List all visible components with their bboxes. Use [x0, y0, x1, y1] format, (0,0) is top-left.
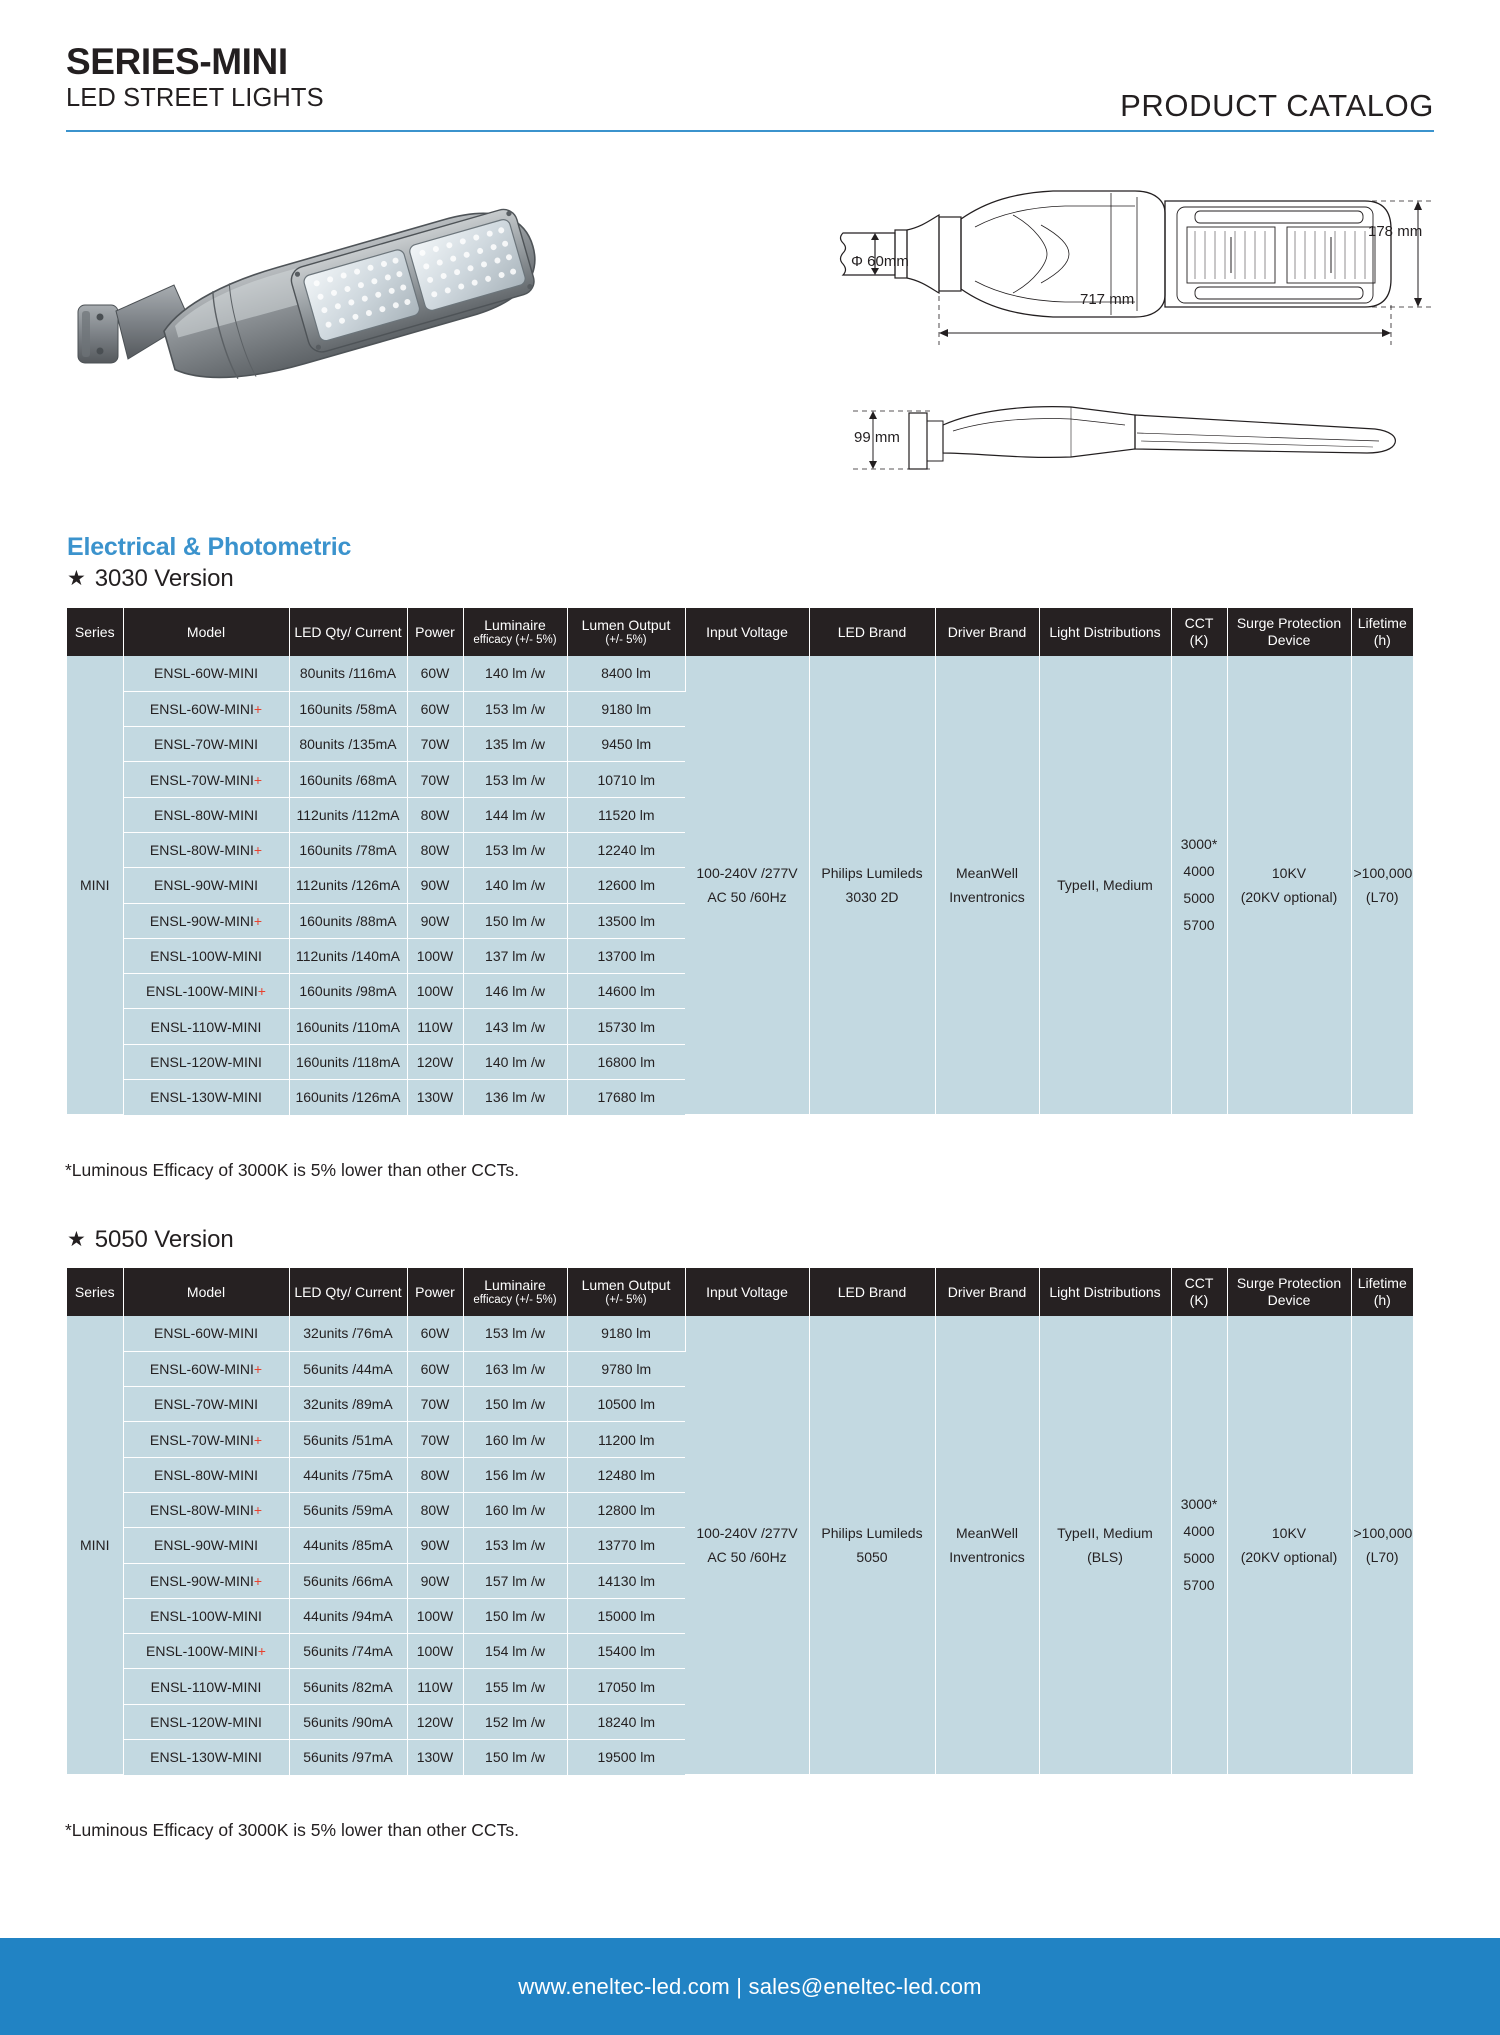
cell-led-qty-current: 112units /126mA — [289, 868, 407, 903]
cell-surge-protection: 10KV (20KV optional) — [1227, 1316, 1351, 1775]
cell-luminaire-efficacy: 150 lm /w — [463, 1598, 567, 1633]
cell-led-qty-current: 32units /89mA — [289, 1387, 407, 1422]
cell-led-qty-current: 56units /66mA — [289, 1563, 407, 1598]
cell-driver-brand: MeanWell Inventronics — [935, 656, 1039, 1115]
cell-lumen-output: 17680 lm — [567, 1080, 685, 1115]
footer-contact-text: www.eneltec-led.com | sales@eneltec-led.com — [518, 1973, 982, 1999]
cell-lumen-output: 14600 lm — [567, 974, 685, 1009]
cell-model: ENSL-100W-MINI — [123, 938, 289, 973]
cell-lumen-output: 14130 lm — [567, 1563, 685, 1598]
col-header-lumen-output-line1: Lumen Output — [581, 1276, 671, 1293]
cell-power: 60W — [407, 1351, 463, 1386]
cell-input-voltage: 100-240V /277V AC 50 /60Hz — [685, 656, 809, 1115]
cell-power: 70W — [407, 727, 463, 762]
col-header-lifetime-line2: (h) — [1373, 1292, 1391, 1308]
footnote-5050: *Luminous Efficacy of 3000K is 5% lower than other CCTs. — [65, 1820, 519, 1840]
cell-luminaire-efficacy: 153 lm /w — [463, 691, 567, 726]
cell-model: ENSL-70W-MINI+ — [123, 762, 289, 797]
cell-cct: 3000* 4000 5000 5700 — [1171, 1316, 1227, 1775]
cell-model: ENSL-110W-MINI — [123, 1009, 289, 1044]
cell-model: ENSL-80W-MINI+ — [123, 832, 289, 867]
section-heading-electrical-photometric: Electrical & Photometric — [67, 533, 352, 561]
col-header-luminaire-efficacy — [463, 1268, 567, 1316]
cell-luminaire-efficacy: 136 lm /w — [463, 1080, 567, 1115]
col-header-lumen-output-line2: (+/- 5%) — [605, 633, 647, 646]
col-header-led-qty-current: LED Qty/ Current — [289, 608, 407, 656]
cell-led-qty-current: 56units /44mA — [289, 1351, 407, 1386]
cell-luminaire-efficacy: 144 lm /w — [463, 797, 567, 832]
cell-luminaire-efficacy: 137 lm /w — [463, 938, 567, 973]
cell-power: 60W — [407, 656, 463, 691]
col-header-led-brand: LED Brand — [809, 608, 935, 656]
cell-model: ENSL-90W-MINI — [123, 1528, 289, 1563]
cell-model: ENSL-70W-MINI — [123, 727, 289, 762]
col-header-luminaire-efficacy — [463, 608, 567, 656]
cell-power: 130W — [407, 1740, 463, 1775]
cell-model: ENSL-120W-MINI — [123, 1704, 289, 1739]
cell-luminaire-efficacy: 135 lm /w — [463, 727, 567, 762]
cell-power: 70W — [407, 1422, 463, 1457]
col-header-driver-brand: Driver Brand — [935, 608, 1039, 656]
cell-series: MINI — [67, 656, 123, 1115]
cell-luminaire-efficacy: 156 lm /w — [463, 1457, 567, 1492]
cell-led-qty-current: 80units /135mA — [289, 727, 407, 762]
cell-power: 80W — [407, 832, 463, 867]
page-header — [66, 42, 1434, 132]
page-title: SERIES-MINI — [66, 41, 288, 82]
cell-luminaire-efficacy: 150 lm /w — [463, 1387, 567, 1422]
col-header-lifetime — [1351, 608, 1413, 656]
cell-luminaire-efficacy: 163 lm /w — [463, 1351, 567, 1386]
col-header-lifetime-line1: Lifetime — [1357, 615, 1407, 632]
cell-cct: 3000* 4000 5000 5700 — [1171, 656, 1227, 1115]
star-icon: ★ — [67, 566, 86, 590]
cell-luminaire-efficacy: 146 lm /w — [463, 974, 567, 1009]
col-header-light-distributions: Light Distributions — [1039, 608, 1171, 656]
dimension-label-height: 178 mm — [1368, 223, 1423, 240]
cell-luminaire-efficacy: 153 lm /w — [463, 1528, 567, 1563]
cell-model: ENSL-60W-MINI — [123, 656, 289, 691]
dimension-label-depth: 99 mm — [854, 429, 900, 446]
col-header-surge-protection-line2: Device — [1267, 632, 1311, 648]
cell-lumen-output: 10500 lm — [567, 1387, 685, 1422]
cell-driver-brand: MeanWell Inventronics — [935, 1316, 1039, 1775]
page-footer — [0, 1938, 1500, 2035]
cell-lumen-output: 11520 lm — [567, 797, 685, 832]
catalog-title: PRODUCT CATALOG — [1120, 88, 1434, 123]
table-header-row — [67, 1268, 1413, 1316]
col-header-input-voltage: Input Voltage — [685, 608, 809, 656]
cell-model: ENSL-130W-MINI — [123, 1740, 289, 1775]
plus-marker: + — [253, 700, 263, 717]
col-header-luminaire-efficacy-line1: Luminaire — [484, 1276, 546, 1293]
cell-power: 100W — [407, 1634, 463, 1669]
cell-input-voltage: 100-240V /277V AC 50 /60Hz — [685, 1316, 809, 1775]
col-header-series: Series — [67, 1268, 123, 1316]
cell-power: 100W — [407, 974, 463, 1009]
col-header-luminaire-efficacy-line2: efficacy (+/- 5%) — [473, 633, 557, 646]
col-header-cct: CCT (K) — [1171, 1268, 1227, 1316]
cell-lumen-output: 17050 lm — [567, 1669, 685, 1704]
cell-power: 100W — [407, 938, 463, 973]
cell-lumen-output: 9180 lm — [567, 691, 685, 726]
cell-luminaire-efficacy: 153 lm /w — [463, 762, 567, 797]
col-header-driver-brand: Driver Brand — [935, 1268, 1039, 1316]
dimension-label-diameter: Φ 60mm — [851, 253, 909, 270]
footnote-3030: *Luminous Efficacy of 3000K is 5% lower than other CCTs. — [65, 1160, 519, 1180]
cell-led-brand: Philips Lumileds 5050 — [809, 1316, 935, 1775]
col-header-cct: CCT (K) — [1171, 608, 1227, 656]
cell-model: ENSL-100W-MINI+ — [123, 974, 289, 1009]
plus-marker: + — [257, 1643, 266, 1660]
plus-marker: + — [257, 983, 266, 1000]
cell-power: 80W — [407, 1492, 463, 1527]
version-heading-3030 — [67, 565, 234, 593]
spec-table-5050 — [67, 1268, 1413, 1775]
cell-luminaire-efficacy: 160 lm /w — [463, 1492, 567, 1527]
cell-lumen-output: 8400 lm — [567, 656, 685, 691]
cell-power: 90W — [407, 1563, 463, 1598]
cell-power: 130W — [407, 1080, 463, 1115]
cell-lifetime: >100,000 (L70) — [1351, 656, 1413, 1115]
col-header-lifetime — [1351, 1268, 1413, 1316]
col-header-series: Series — [67, 608, 123, 656]
cell-led-qty-current: 56units /74mA — [289, 1634, 407, 1669]
header-divider — [66, 130, 1434, 132]
cell-led-qty-current: 56units /97mA — [289, 1740, 407, 1775]
cell-led-qty-current: 160units /68mA — [289, 762, 407, 797]
cell-luminaire-efficacy: 150 lm /w — [463, 903, 567, 938]
cell-power: 120W — [407, 1704, 463, 1739]
cell-power: 60W — [407, 1316, 463, 1351]
cell-luminaire-efficacy: 140 lm /w — [463, 868, 567, 903]
cell-led-qty-current: 112units /112mA — [289, 797, 407, 832]
version-heading-3030-label: 3030 Version — [94, 565, 234, 592]
col-header-surge-protection — [1227, 1268, 1351, 1316]
col-header-model: Model — [123, 1268, 289, 1316]
cell-lumen-output: 13770 lm — [567, 1528, 685, 1563]
cell-lumen-output: 9450 lm — [567, 727, 685, 762]
cell-lumen-output: 15730 lm — [567, 1009, 685, 1044]
cell-lumen-output: 9780 lm — [567, 1351, 685, 1386]
cell-led-qty-current: 160units /98mA — [289, 974, 407, 1009]
cell-luminaire-efficacy: 153 lm /w — [463, 832, 567, 867]
cell-luminaire-efficacy: 140 lm /w — [463, 1044, 567, 1079]
col-header-lumen-output — [567, 1268, 685, 1316]
cell-lumen-output: 12480 lm — [567, 1457, 685, 1492]
cell-lumen-output: 12600 lm — [567, 868, 685, 903]
col-header-lumen-output — [567, 608, 685, 656]
col-header-lifetime-line2: (h) — [1373, 632, 1391, 648]
cell-power: 70W — [407, 1387, 463, 1422]
col-header-power: Power — [407, 1268, 463, 1316]
plus-marker: + — [253, 1572, 263, 1589]
col-header-led-brand: LED Brand — [809, 1268, 935, 1316]
col-header-lumen-output-line1: Lumen Output — [581, 616, 671, 633]
cell-led-qty-current: 112units /140mA — [289, 938, 407, 973]
cell-luminaire-efficacy: 140 lm /w — [463, 656, 567, 691]
star-icon: ★ — [67, 1227, 86, 1251]
table-header-row — [67, 608, 1413, 656]
col-header-light-distributions: Light Distributions — [1039, 1268, 1171, 1316]
cell-power: 80W — [407, 797, 463, 832]
col-header-surge-protection-line1: Surge Protection — [1236, 1275, 1342, 1292]
col-header-power: Power — [407, 608, 463, 656]
cell-luminaire-efficacy: 157 lm /w — [463, 1563, 567, 1598]
luminaire-body — [156, 198, 547, 398]
cell-led-qty-current: 32units /76mA — [289, 1316, 407, 1351]
cell-lumen-output: 9180 lm — [567, 1316, 685, 1351]
technical-drawing-top-view — [835, 175, 1445, 360]
cell-power: 90W — [407, 1528, 463, 1563]
cell-lumen-output: 13500 lm — [567, 903, 685, 938]
cell-lumen-output: 16800 lm — [567, 1044, 685, 1079]
cell-led-qty-current: 160units /58mA — [289, 691, 407, 726]
cell-model: ENSL-80W-MINI — [123, 1457, 289, 1492]
cell-power: 80W — [407, 1457, 463, 1492]
cell-model: ENSL-60W-MINI — [123, 1316, 289, 1351]
technical-drawing-side-view — [835, 395, 1445, 485]
cell-led-qty-current: 44units /85mA — [289, 1528, 407, 1563]
cell-power: 100W — [407, 1598, 463, 1633]
col-header-luminaire-efficacy-line1: Luminaire — [484, 616, 546, 633]
cell-lumen-output: 18240 lm — [567, 1704, 685, 1739]
cell-model: ENSL-90W-MINI+ — [123, 903, 289, 938]
cell-lumen-output: 19500 lm — [567, 1740, 685, 1775]
col-header-lumen-output-line2: (+/- 5%) — [605, 1293, 647, 1306]
cell-power: 90W — [407, 903, 463, 938]
cell-luminaire-efficacy: 143 lm /w — [463, 1009, 567, 1044]
cell-model: ENSL-80W-MINI — [123, 797, 289, 832]
plus-marker: + — [253, 912, 263, 929]
cell-model: ENSL-110W-MINI — [123, 1669, 289, 1704]
cell-power: 110W — [407, 1009, 463, 1044]
cell-model: ENSL-70W-MINI — [123, 1387, 289, 1422]
cell-luminaire-efficacy: 153 lm /w — [463, 1316, 567, 1351]
version-heading-5050-label: 5050 Version — [94, 1226, 234, 1253]
col-header-luminaire-efficacy-line2: efficacy (+/- 5%) — [473, 1293, 557, 1306]
cell-model: ENSL-60W-MINI+ — [123, 1351, 289, 1386]
cell-light-distributions: TypeII, Medium (BLS) — [1039, 1316, 1171, 1775]
plus-marker: + — [253, 1431, 263, 1448]
cell-lumen-output: 15000 lm — [567, 1598, 685, 1633]
cell-model: ENSL-130W-MINI — [123, 1080, 289, 1115]
cell-led-qty-current: 56units /51mA — [289, 1422, 407, 1457]
cell-led-brand: Philips Lumileds 3030 2D — [809, 656, 935, 1115]
cell-model: ENSL-80W-MINI+ — [123, 1492, 289, 1527]
cell-model: ENSL-100W-MINI — [123, 1598, 289, 1633]
cell-surge-protection: 10KV (20KV optional) — [1227, 656, 1351, 1115]
cell-light-distributions: TypeII, Medium — [1039, 656, 1171, 1115]
cell-series: MINI — [67, 1316, 123, 1775]
table-row — [67, 1316, 1413, 1351]
cell-lumen-output: 11200 lm — [567, 1422, 685, 1457]
col-header-model: Model — [123, 608, 289, 656]
cell-lumen-output: 13700 lm — [567, 938, 685, 973]
cell-lifetime: >100,000 (L70) — [1351, 1316, 1413, 1775]
dimension-label-length: 717 mm — [1080, 291, 1135, 308]
cell-led-qty-current: 160units /88mA — [289, 903, 407, 938]
page-subtitle: LED STREET LIGHTS — [66, 83, 324, 112]
plus-marker: + — [253, 1502, 263, 1519]
cell-model: ENSL-90W-MINI+ — [123, 1563, 289, 1598]
cell-led-qty-current: 44units /94mA — [289, 1598, 407, 1633]
cell-lumen-output: 12240 lm — [567, 832, 685, 867]
cell-led-qty-current: 160units /78mA — [289, 832, 407, 867]
cell-power: 110W — [407, 1669, 463, 1704]
cell-power: 60W — [407, 691, 463, 726]
cell-luminaire-efficacy: 160 lm /w — [463, 1422, 567, 1457]
spec-table-3030 — [67, 608, 1413, 1115]
col-header-surge-protection — [1227, 608, 1351, 656]
brand-block — [66, 42, 324, 113]
version-heading-5050 — [67, 1226, 234, 1254]
col-header-surge-protection-line1: Surge Protection — [1236, 615, 1342, 632]
col-header-input-voltage: Input Voltage — [685, 1268, 809, 1316]
cell-model: ENSL-90W-MINI — [123, 868, 289, 903]
plus-marker: + — [253, 1360, 263, 1377]
cell-power: 70W — [407, 762, 463, 797]
cell-led-qty-current: 44units /75mA — [289, 1457, 407, 1492]
cell-luminaire-efficacy: 154 lm /w — [463, 1634, 567, 1669]
cell-luminaire-efficacy: 152 lm /w — [463, 1704, 567, 1739]
cell-model: ENSL-100W-MINI+ — [123, 1634, 289, 1669]
cell-power: 90W — [407, 868, 463, 903]
product-photo — [70, 165, 710, 420]
cell-led-qty-current: 160units /110mA — [289, 1009, 407, 1044]
col-header-led-qty-current: LED Qty/ Current — [289, 1268, 407, 1316]
cell-luminaire-efficacy: 155 lm /w — [463, 1669, 567, 1704]
plus-marker: + — [253, 842, 263, 859]
cell-led-qty-current: 56units /90mA — [289, 1704, 407, 1739]
table-row — [67, 656, 1413, 691]
cell-model: ENSL-120W-MINI — [123, 1044, 289, 1079]
cell-lumen-output: 10710 lm — [567, 762, 685, 797]
cell-led-qty-current: 160units /126mA — [289, 1080, 407, 1115]
cell-power: 120W — [407, 1044, 463, 1079]
cell-luminaire-efficacy: 150 lm /w — [463, 1740, 567, 1775]
cell-led-qty-current: 80units /116mA — [289, 656, 407, 691]
cell-led-qty-current: 56units /82mA — [289, 1669, 407, 1704]
cell-led-qty-current: 160units /118mA — [289, 1044, 407, 1079]
cell-model: ENSL-60W-MINI+ — [123, 691, 289, 726]
plus-marker: + — [253, 771, 263, 788]
cell-lumen-output: 12800 lm — [567, 1492, 685, 1527]
col-header-lifetime-line1: Lifetime — [1357, 1275, 1407, 1292]
cell-led-qty-current: 56units /59mA — [289, 1492, 407, 1527]
cell-lumen-output: 15400 lm — [567, 1634, 685, 1669]
cell-model: ENSL-70W-MINI+ — [123, 1422, 289, 1457]
col-header-surge-protection-line2: Device — [1267, 1292, 1311, 1308]
